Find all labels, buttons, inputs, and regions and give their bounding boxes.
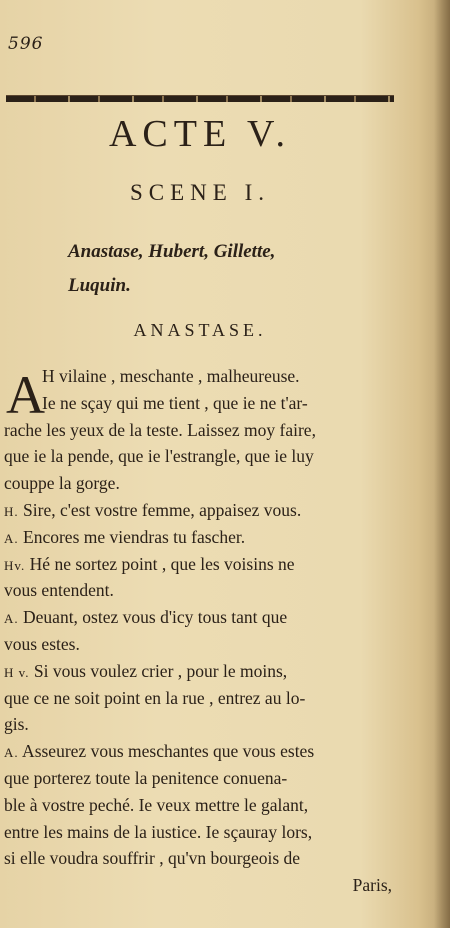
- character-line: Anastase, Hubert, Gillette,: [68, 241, 276, 262]
- text-line: rache les yeux de la teste. Laissez moy faire,: [4, 419, 316, 440]
- page-edge-shadow: [434, 0, 450, 928]
- text-line: A. Encores me viendras tu fascher.: [4, 526, 246, 547]
- text-line: A. Deuant, ostez vous d'icy tous tant que: [4, 607, 288, 628]
- text-line: que ce ne soit point en la rue , entrez au lo-: [4, 687, 306, 708]
- text-line: gis.: [4, 714, 29, 735]
- text-line: vous estes.: [4, 633, 80, 654]
- text-line: A. Asseurez vous meschantes que vous estes: [4, 741, 315, 762]
- catchword: Paris,: [352, 875, 392, 896]
- text-line: H. Sire, c'est vostre femme, appaisez vous.: [4, 499, 302, 520]
- act-title: ACTE V.: [108, 113, 292, 155]
- drop-cap: A: [6, 365, 45, 425]
- text-line: vous entendent.: [4, 580, 114, 601]
- text-line: entre les mains de la iustice. Ie sçauray lors,: [4, 821, 313, 842]
- play-text: [4, 364, 396, 899]
- headpiece-ornament: [6, 95, 394, 102]
- text-line: Ie ne sçay qui me tient , que ie ne t'ar-: [42, 392, 308, 413]
- text-line: que porterez toute la penitence conuena-: [4, 767, 288, 788]
- text-line: couppe la gorge.: [4, 473, 120, 494]
- text-line: si elle voudra souffrir , qu'vn bourgeois de: [4, 848, 301, 869]
- character-line: Luquin.: [68, 275, 131, 296]
- text-line: que ie la pende, que ie l'estrangle, que ie luy: [4, 446, 314, 467]
- page-number: 596: [8, 34, 44, 54]
- character-list: [68, 235, 398, 303]
- text-line: H vilaine , meschante , malheureuse.: [42, 366, 300, 386]
- text-line: ble à vostre peché. Ie veux mettre le galant,: [4, 794, 309, 815]
- speaker-heading: ANASTASE.: [133, 320, 267, 340]
- scene-title: SCENE I.: [130, 180, 270, 205]
- text-line: H v. Si vous voulez crier , pour le moins,: [4, 660, 288, 681]
- text-line: Hv. Hé ne sortez point , que les voisins ne: [4, 553, 295, 574]
